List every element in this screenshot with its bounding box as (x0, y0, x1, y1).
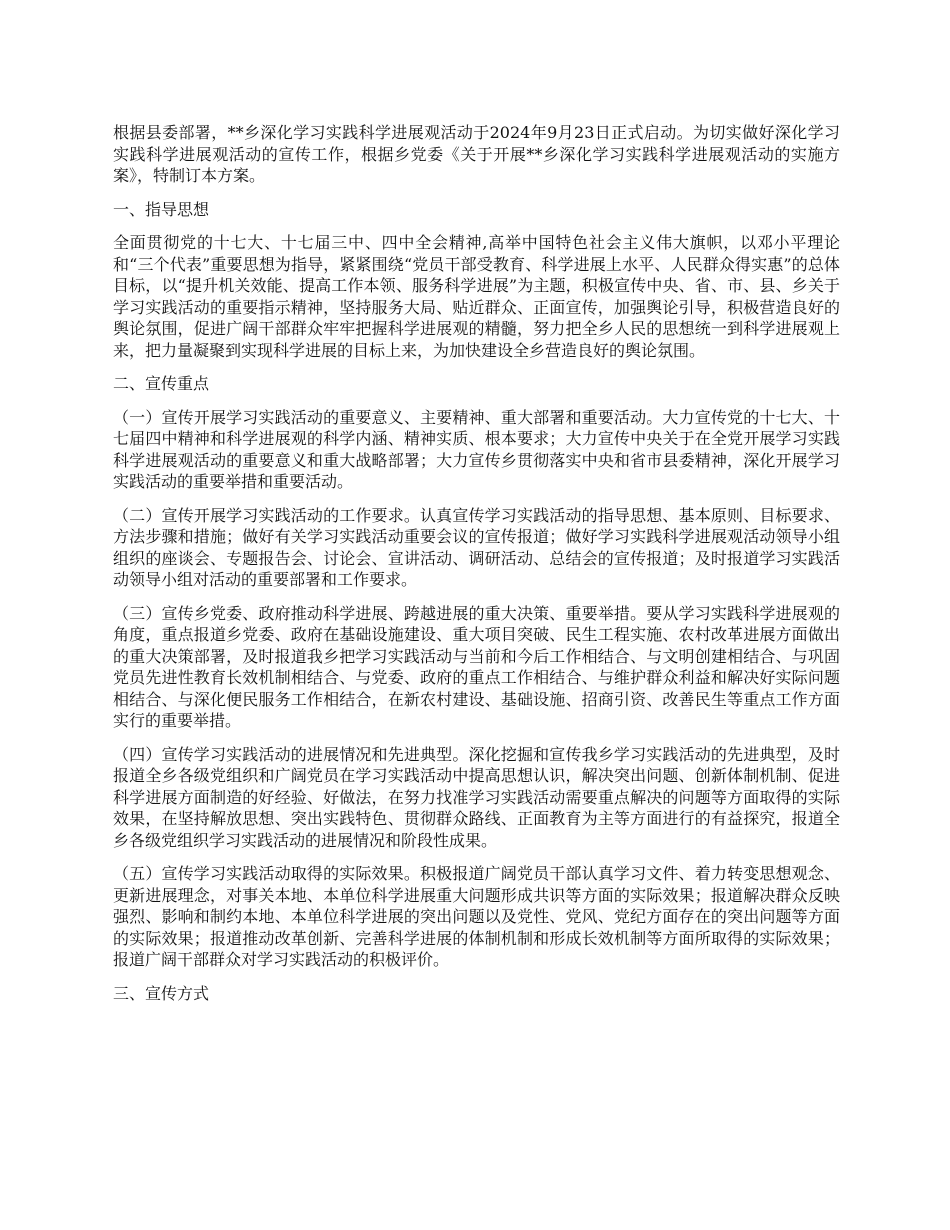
publicity-focus-item-3: （三）宣传乡党委、政府推动科学进展、跨越进展的重大决策、重要举措。要从学习实践科学进展观的角度，重点报道乡党委、政府在基础设施建设、重大项目突破、民生工程实施、农村改革进展方面做出的重大决策部署，及时报道我乡把学习实践活动与当前和今后工作相结合、与文明创建相结合、与巩固党员先进性教育长效机制相结合、与党委、政府的重点工作相结合、与维护群众利益和解决好实际问题相结合、与深化便民服务工作相结合，在新农村建设、基础设施、招商引资、改善民生等重点工作方面实行的重要举措。 (113, 603, 840, 730)
section-heading-publicity-methods: 三、宣传方式 (113, 983, 210, 1003)
publicity-focus-item-2: （二）宣传开展学习实践活动的工作要求。认真宣传学习实践活动的指导思想、基本原则、目标要求、方法步骤和措施；做好有关学习实践活动重要会议的宣传报道；做好学习实践科学进展观活动领导小组组织的座谈会、专题报告会、讨论会、宣讲活动、调研活动、总结会的宣传报道；及时报道学习实践活动领导小组对活动的重要部署和工作要求。 (113, 505, 840, 589)
section-heading-guiding-ideology: 一、指导思想 (113, 199, 210, 219)
document-page (113, 122, 840, 1016)
publicity-focus-item-1: （一）宣传开展学习实践活动的重要意义、主要精神、重大部署和重要活动。大力宣传党的十七大、十七届四中精神和科学进展观的科学内涵、精神实质、根本要求；大力宣传中央关于在全党开展学习实践科学进展观活动的重要意义和重大战略部署；大力宣传乡贯彻落实中央和省市县委精神，深化开展学习实践活动的重要举措和重要活动。 (113, 407, 840, 491)
intro-paragraph: 根据县委部署，**乡深化学习实践科学进展观活动于2024年9月23日正式启动。为切实做好深化学习实践科学进展观活动的宣传工作，根据乡党委《关于开展**乡深化学习实践科学进展观活动的实施方案》，特制订本方案。 (113, 123, 840, 185)
section-heading-publicity-focus: 二、宣传重点 (113, 374, 210, 393)
guiding-ideology-paragraph: 全面贯彻党的十七大、十七届三中、四中全会精神,高举中国特色社会主义伟大旗帜，以邓小平理论和“三个代表”重要思想为指导，紧紧围绕“党员干部受教育、科学进展上水平、人民群众得实惠”的总体目标，以“提升机关效能、提高工作本领、服务科学进展”为主题，积极宣传中央、省、市、县、乡关于学习实践活动的重要指示精神，坚持服务大局、贴近群众、正面宣传，加强舆论引导，积极营造良好的舆论氛围，促进广阔干部群众牢牢把握科学进展观的精髓，努力把全乡人民的思想统一到科学进展观上来，把力量凝聚到实现科学进展的目标上来，为加快建设全乡营造良好的舆论氛围。 (113, 233, 840, 360)
publicity-focus-item-4: （四）宣传学习实践活动的进展情况和先进典型。深化挖掘和宣传我乡学习实践活动的先进典型，及时报道全乡各级党组织和广阔党员在学习实践活动中提高思想认识，解决突出问题、创新体制机制、促进科学进展方面制造的好经验、好做法，在努力找准学习实践活动需要重点解决的问题等方面取得的实际效果，在坚持解放思想、突出实践特色、贯彻群众路线、正面教育为主等方面进行的有益探究，报道全乡各级党组织学习实践活动的进展情况和阶段性成果。 (113, 744, 840, 850)
publicity-focus-item-5: （五）宣传学习实践活动取得的实际效果。积极报道广阔党员干部认真学习文件、着力转变思想观念、更新进展理念，对事关本地、本单位科学进展重大问题形成共识等方面的实际效果；报道解决群众反映强烈、影响和制约本地、本单位科学进展的突出问题以及党性、党风、党纪方面存在的突出问题等方面的实际效果；报道推动改革创新、完善科学进展的体制机制和形成长效机制等方面所取得的实际效果；报道广阔干部群众对学习实践活动的积极评价。 (113, 864, 840, 969)
